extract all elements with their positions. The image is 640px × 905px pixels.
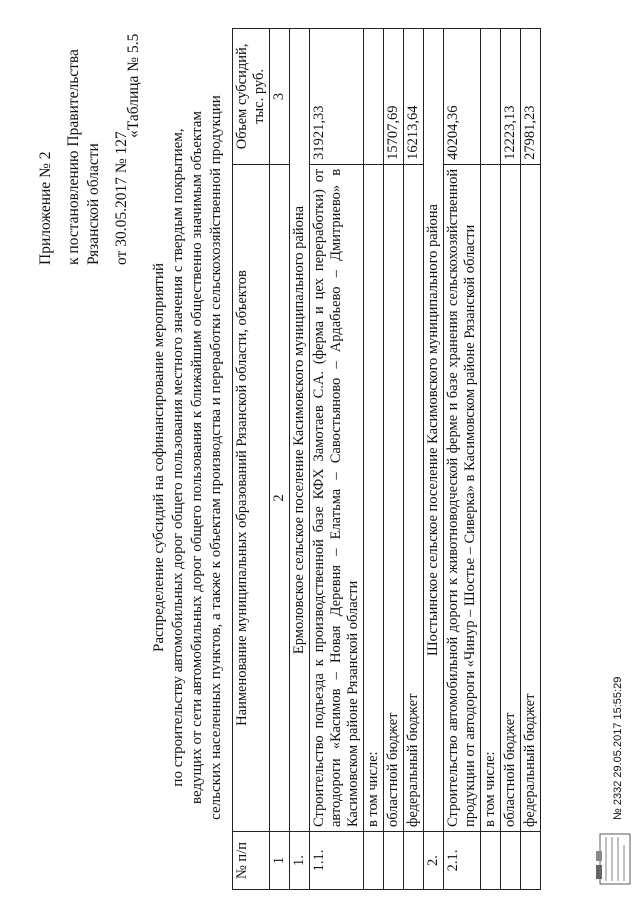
federal-budget-label: федеральный бюджет [404, 164, 424, 831]
regional-budget-label: областной бюджет [384, 164, 404, 831]
item-num: 2.1. [444, 832, 481, 890]
federal-budget-row [404, 29, 424, 890]
title-line: по строительству автомобильных дорог общего пользования местного значения с твердым покрытием, [170, 128, 186, 787]
document-title [150, 30, 226, 885]
regional-budget-value: 12223,13 [501, 29, 521, 165]
header-sum: Объем субсидий, тыс. руб. [233, 29, 270, 165]
title-line: сельских населенных пунктов, а также к объектам производства и переработки сельскохозяйственной продукции [208, 95, 224, 820]
item-description: Строительство подъезда к производственной базе КФХ Замотаев С.А. (ферма и цех переработки) от автодороги «Касимов – Новая Деревня – Елатьма – Савостьяново – Ардабьево – Дмитриево» в Касимовском районе Рязанской области [310, 164, 364, 831]
table-header-row [233, 29, 270, 890]
appendix-header [36, 15, 132, 265]
federal-budget-value: 27981,23 [521, 29, 541, 165]
registration-stamp-icon [596, 833, 632, 885]
federal-budget-row [521, 29, 541, 890]
header-name: Наименование муниципальных образований Рязанской области, объектов [233, 164, 270, 831]
title-line: Распределение субсидий на софинансирование мероприятий [151, 263, 167, 653]
item-row [444, 29, 481, 890]
section-name: Ермоловское сельское поселение Касимовского муниципального района [290, 29, 310, 832]
including-label: в том числе: [481, 164, 501, 831]
item-num: 1.1. [310, 832, 364, 890]
column-index: 1 [270, 832, 290, 890]
item-description: Строительство автомобильной дороги к животноводческой ферме и базе хранения сельскохозяйственной продукции от автодороги «Чинур – Шостье – Сиверка» в Касимовском районе Рязанской области [444, 164, 481, 831]
item-total: 31921,33 [310, 29, 364, 165]
federal-budget-value: 16213,64 [404, 29, 424, 165]
appendix-resolution: к постановлению Правительства [65, 49, 82, 265]
regional-budget-value: 15707,69 [384, 29, 404, 165]
section-num: 2. [424, 832, 444, 890]
item-total: 40204,36 [444, 29, 481, 165]
appendix-region: Рязанской области [85, 143, 102, 265]
column-index: 3 [270, 29, 290, 165]
including-label: в том числе: [364, 164, 384, 831]
including-row [481, 29, 501, 890]
column-index: 2 [270, 164, 290, 831]
appendix-date: от 30.05.2017 № 127 [113, 131, 130, 265]
title-line: ведущих от сети автомобильных дорог общего пользования к ближайшим общественно значимым объектам [189, 111, 205, 804]
federal-budget-label: федеральный бюджет [521, 164, 541, 831]
regional-budget-row [501, 29, 521, 890]
column-index-row [270, 29, 290, 890]
appendix-title: Приложение № 2 [37, 151, 54, 265]
section-row [290, 29, 310, 890]
regional-budget-row [384, 29, 404, 890]
including-row [364, 29, 384, 890]
item-row [310, 29, 364, 890]
section-name: Шостьинское сельское поселение Касимовского муниципального района [424, 29, 444, 832]
header-num: № п/п [233, 832, 270, 890]
section-num: 1. [290, 832, 310, 890]
registration-note: № 2332 29.05.2017 15:55:29 [612, 676, 624, 820]
regional-budget-label: областной бюджет [501, 164, 521, 831]
table-reference: «Таблица № 5.5 [125, 33, 142, 138]
subsidies-table [232, 28, 541, 890]
section-row [424, 29, 444, 890]
